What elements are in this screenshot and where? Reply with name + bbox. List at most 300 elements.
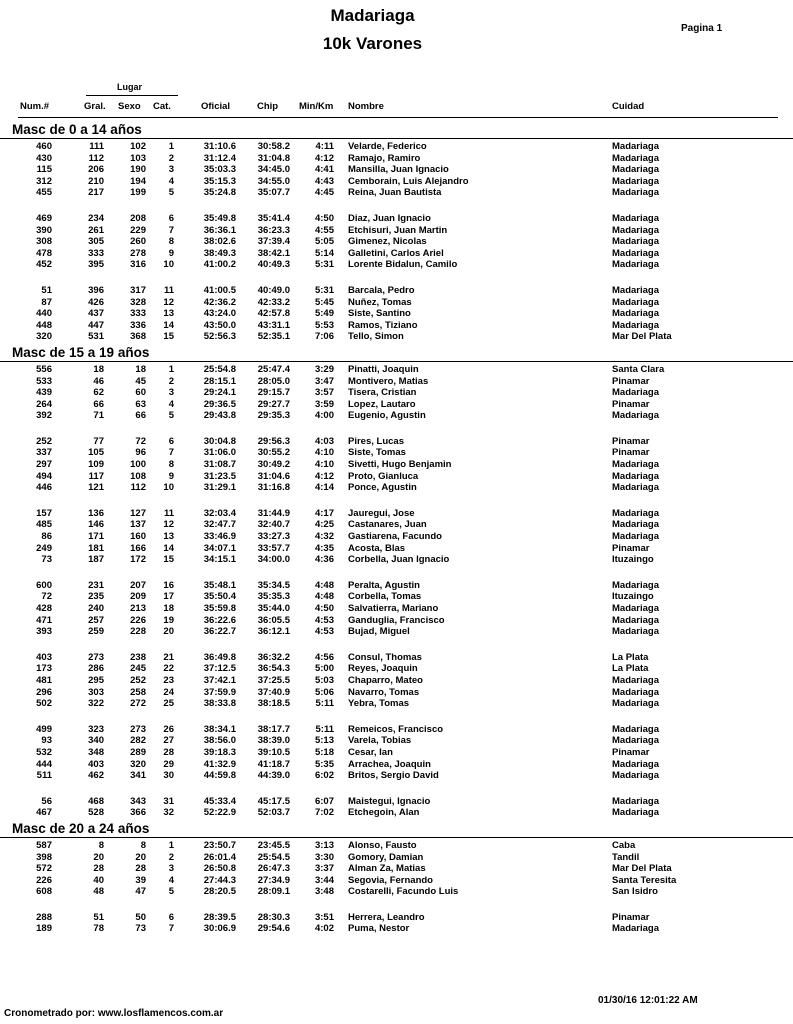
col-header-chip: Chip (257, 101, 279, 112)
cell-gral: 240 (88, 603, 104, 614)
cell-gral: 286 (88, 663, 104, 675)
cell-nombre: Remeicos, Francisco (348, 723, 444, 735)
cell-cat: 5 (168, 410, 174, 422)
cell-sexo: 238 (130, 651, 146, 663)
cell-num: 393 (36, 626, 52, 638)
table-row (0, 225, 793, 237)
cell-cat: 9 (168, 247, 174, 259)
table-row (0, 531, 793, 543)
cell-oficial: 35:49.8 (203, 212, 236, 224)
cell-sexo: 209 (130, 591, 146, 603)
cell-gral: 333 (88, 247, 104, 259)
cell-ciudad: Madariaga (612, 212, 659, 224)
cell-ciudad: Pinamar (612, 746, 650, 758)
cell-sexo: 258 (130, 686, 146, 698)
table-row (0, 248, 793, 260)
cell-gral: 18 (93, 363, 104, 375)
cell-ciudad: Madariaga (612, 507, 659, 519)
cell-nombre: Corbella, Tomas (348, 591, 422, 603)
cell-cat: 14 (163, 319, 174, 331)
cell-cat: 13 (163, 308, 174, 320)
cell-minkm: 4:02 (314, 923, 334, 935)
cell-num: 390 (36, 224, 52, 236)
cell-chip: 31:04.6 (257, 470, 290, 482)
cell-num: 56 (41, 795, 52, 807)
cell-sexo: 366 (130, 807, 146, 819)
cell-chip: 29:35.3 (257, 410, 290, 422)
cell-oficial: 38:33.8 (203, 698, 236, 710)
cell-sexo: 336 (130, 319, 146, 331)
cell-oficial: 33:46.9 (203, 531, 236, 543)
cell-cat: 3 (168, 863, 174, 875)
cell-cat: 18 (163, 603, 174, 614)
cell-minkm: 5:06 (314, 686, 334, 698)
cell-gral: 40 (93, 874, 104, 886)
cell-cat: 15 (163, 331, 174, 343)
cell-minkm: 3:59 (314, 398, 334, 410)
cell-chip: 41:18.7 (257, 758, 290, 770)
cell-num: 403 (36, 651, 52, 663)
table-row (0, 735, 793, 747)
cell-sexo: 245 (130, 663, 146, 675)
cell-cat: 1 (168, 363, 174, 375)
cell-num: 428 (36, 603, 52, 614)
cell-cat: 27 (163, 735, 174, 747)
cell-cat: 5 (168, 886, 174, 898)
lugar-underline (86, 95, 178, 96)
table-row (0, 591, 793, 603)
cell-cat: 6 (168, 212, 174, 224)
cell-minkm: 3:44 (314, 874, 334, 886)
cell-ciudad: Madariaga (612, 141, 659, 152)
table-row (0, 297, 793, 309)
cell-sexo: 289 (130, 746, 146, 758)
cell-cat: 4 (168, 874, 174, 886)
cell-ciudad: Madariaga (612, 470, 659, 482)
cell-ciudad: Pinamar (612, 911, 650, 923)
cell-nombre: Herrera, Leandro (348, 911, 425, 923)
cell-minkm: 4:53 (314, 626, 334, 638)
cell-oficial: 29:36.5 (203, 398, 236, 410)
cell-num: 72 (41, 591, 52, 603)
cell-oficial: 38:56.0 (203, 735, 236, 747)
print-timestamp: 01/30/16 12:01:22 AM (598, 995, 698, 1006)
cell-num: 460 (36, 141, 52, 152)
cell-gral: 111 (89, 141, 104, 152)
cell-nombre: Tisera, Cristian (348, 387, 417, 399)
table-row (0, 807, 793, 819)
cell-minkm: 5:03 (314, 674, 334, 686)
cell-cat: 14 (163, 542, 174, 554)
cell-cat: 6 (168, 911, 174, 923)
cell-nombre: Nuñez, Tomas (348, 296, 412, 308)
cell-oficial: 35:50.4 (203, 591, 236, 603)
cell-oficial: 27:44.3 (203, 874, 236, 886)
cell-minkm: 7:02 (314, 807, 334, 819)
table-row (0, 141, 793, 153)
cell-chip: 27:34.9 (257, 874, 290, 886)
cell-gral: 437 (88, 308, 104, 320)
cell-nombre: Lopez, Lautaro (348, 398, 416, 410)
cell-sexo: 127 (130, 507, 146, 519)
cell-ciudad: Madariaga (612, 795, 659, 807)
cell-chip: 43:31.1 (257, 319, 290, 331)
cell-oficial: 31:06.0 (203, 447, 236, 459)
cell-nombre: Alman Za, Matias (348, 863, 426, 875)
cell-minkm: 4:50 (314, 212, 334, 224)
cell-cat: 30 (163, 770, 174, 782)
cell-oficial: 43:24.0 (203, 308, 236, 320)
cell-gral: 303 (88, 686, 104, 698)
table-row (0, 308, 793, 320)
cell-gral: 528 (88, 807, 104, 819)
cell-sexo: 108 (130, 470, 146, 482)
cell-oficial: 43:50.0 (203, 319, 236, 331)
cell-chip: 40:49.0 (257, 284, 290, 296)
cell-minkm: 4:12 (314, 152, 334, 164)
cell-ciudad: Madariaga (612, 482, 659, 494)
cell-nombre: Gastiarena, Facundo (348, 531, 442, 543)
cell-num: 288 (36, 911, 52, 923)
cell-sexo: 96 (135, 447, 146, 459)
cell-sexo: 172 (130, 554, 146, 566)
cell-oficial: 42:36.2 (203, 296, 236, 308)
table-row (0, 698, 793, 710)
table-row (0, 875, 793, 887)
table-row (0, 770, 793, 782)
table-row (0, 459, 793, 471)
cell-minkm: 3:30 (314, 851, 334, 863)
cell-cat: 29 (163, 758, 174, 770)
cell-sexo: 316 (130, 259, 146, 271)
cell-oficial: 37:59.9 (203, 686, 236, 698)
cell-cat: 15 (163, 554, 174, 566)
cell-cat: 32 (163, 807, 174, 819)
cell-num: 86 (41, 531, 52, 543)
cell-minkm: 4:00 (314, 410, 334, 422)
cell-chip: 45:17.5 (257, 795, 290, 807)
cell-minkm: 4:03 (314, 435, 334, 447)
cell-sexo: 282 (130, 735, 146, 747)
cell-nombre: Barcala, Pedro (348, 284, 415, 296)
cell-gral: 66 (93, 398, 104, 410)
cell-num: 494 (36, 470, 52, 482)
cell-minkm: 3:51 (314, 911, 334, 923)
cell-oficial: 36:22.6 (203, 614, 236, 626)
cell-chip: 31:16.8 (257, 482, 290, 494)
cell-nombre: Galletini, Carlos Ariel (348, 247, 444, 259)
cell-minkm: 3:37 (314, 863, 334, 875)
table-row (0, 923, 793, 935)
cell-gral: 395 (88, 259, 104, 271)
cell-num: 444 (36, 758, 52, 770)
cell-sexo: 66 (135, 410, 146, 422)
cell-gral: 426 (88, 296, 104, 308)
cell-nombre: Lorente Bidalun, Camilo (348, 259, 458, 271)
cell-chip: 25:47.4 (257, 363, 290, 375)
cell-ciudad: Madariaga (612, 723, 659, 735)
cell-sexo: 368 (130, 331, 146, 343)
cell-num: 481 (36, 674, 52, 686)
cell-gral: 235 (88, 591, 104, 603)
cell-chip: 42:33.2 (257, 296, 290, 308)
cell-minkm: 3:13 (314, 839, 334, 851)
table-row (0, 603, 793, 615)
cell-num: 600 (36, 579, 52, 591)
cell-oficial: 37:42.1 (203, 674, 236, 686)
cell-oficial: 38:49.3 (203, 247, 236, 259)
cell-sexo: 50 (135, 911, 146, 923)
cell-num: 587 (36, 839, 52, 851)
cell-ciudad: Ituzaingo (612, 591, 654, 603)
table-row (0, 436, 793, 448)
cell-ciudad: Ituzaingo (612, 554, 654, 566)
cell-gral: 20 (93, 851, 104, 863)
cell-gral: 273 (88, 651, 104, 663)
cell-chip: 34:55.0 (257, 175, 290, 187)
cell-gral: 295 (88, 674, 104, 686)
cell-oficial: 32:47.7 (203, 519, 236, 531)
table-row (0, 663, 793, 675)
cell-sexo: 20 (135, 851, 146, 863)
cell-cat: 8 (168, 459, 174, 471)
table-row (0, 554, 793, 566)
cell-ciudad: Madariaga (612, 224, 659, 236)
category-title: Masc de 0 a 14 años (0, 121, 793, 139)
cell-oficial: 30:04.8 (203, 435, 236, 447)
header-divider (18, 117, 778, 118)
table-row (0, 519, 793, 531)
cell-ciudad: Pinamar (612, 398, 650, 410)
cell-minkm: 5:13 (314, 735, 334, 747)
cell-sexo: 73 (135, 923, 146, 935)
cell-oficial: 28:20.5 (203, 886, 236, 898)
cell-ciudad: Madariaga (612, 758, 659, 770)
cell-minkm: 4:25 (314, 519, 334, 531)
cell-ciudad: Madariaga (612, 770, 659, 782)
cell-sexo: 278 (130, 247, 146, 259)
cell-nombre: Salvatierra, Mariano (348, 603, 439, 614)
cell-gral: 462 (88, 770, 104, 782)
cell-gral: 403 (88, 758, 104, 770)
cell-num: 532 (36, 746, 52, 758)
cell-sexo: 72 (135, 435, 146, 447)
cell-chip: 29:56.3 (257, 435, 290, 447)
cell-nombre: Arrachea, Joaquin (348, 758, 431, 770)
cell-minkm: 5:14 (314, 247, 334, 259)
col-header-minkm: Min/Km (299, 101, 334, 112)
cell-gral: 305 (88, 236, 104, 248)
table-row (0, 675, 793, 687)
cell-minkm: 3:47 (314, 375, 334, 387)
cell-sexo: 28 (135, 863, 146, 875)
col-header-cat: Cat. (153, 101, 171, 112)
cell-oficial: 44:59.8 (203, 770, 236, 782)
cell-cat: 8 (168, 236, 174, 248)
cell-cat: 10 (163, 482, 174, 494)
cell-chip: 32:40.7 (257, 519, 290, 531)
category-title: Masc de 20 a 24 años (0, 820, 793, 838)
cell-oficial: 29:24.1 (203, 387, 236, 399)
cell-gral: 181 (88, 542, 104, 554)
cell-oficial: 41:32.9 (203, 758, 236, 770)
cell-oficial: 35:48.1 (203, 579, 236, 591)
cell-minkm: 4:55 (314, 224, 334, 236)
cell-ciudad: Madariaga (612, 519, 659, 531)
cell-minkm: 4:36 (314, 554, 334, 566)
cell-ciudad: Madariaga (612, 187, 659, 199)
cell-minkm: 7:06 (314, 331, 334, 343)
cell-gral: 531 (88, 331, 104, 343)
cell-minkm: 5:31 (314, 284, 334, 296)
cell-nombre: Corbella, Juan Ignacio (348, 554, 450, 566)
cell-oficial: 31:29.1 (203, 482, 236, 494)
cell-num: 446 (36, 482, 52, 494)
cell-cat: 20 (163, 626, 174, 638)
cell-ciudad: Madariaga (612, 236, 659, 248)
cell-minkm: 5:05 (314, 236, 334, 248)
cell-num: 485 (36, 519, 52, 531)
cell-sexo: 252 (130, 674, 146, 686)
col-header-gral: Gral. (84, 101, 106, 112)
cell-chip: 36:23.3 (257, 224, 290, 236)
cell-sexo: 272 (130, 698, 146, 710)
cell-chip: 30:55.2 (257, 447, 290, 459)
cell-num: 398 (36, 851, 52, 863)
cell-num: 572 (36, 863, 52, 875)
cell-nombre: Cemborain, Luis Alejandro (348, 175, 469, 187)
cell-sexo: 320 (130, 758, 146, 770)
cell-nombre: Mansilla, Juan Ignacio (348, 164, 449, 176)
cell-chip: 28:09.1 (257, 886, 290, 898)
col-header-nombre: Nombre (348, 101, 384, 112)
cell-oficial: 28:39.5 (203, 911, 236, 923)
cell-chip: 29:54.6 (257, 923, 290, 935)
cell-gral: 46 (93, 375, 104, 387)
cell-sexo: 273 (130, 723, 146, 735)
cell-gral: 468 (88, 795, 104, 807)
cell-ciudad: Mar Del Plata (612, 331, 672, 343)
cell-gral: 121 (88, 482, 104, 494)
cell-cat: 5 (168, 187, 174, 199)
cell-num: 252 (36, 435, 52, 447)
table-row (0, 863, 793, 875)
cell-num: 93 (41, 735, 52, 747)
cell-nombre: Cesar, Ian (348, 746, 393, 758)
timing-credit: Cronometrado por: www.losflamencos.com.ar (4, 1008, 224, 1019)
cell-ciudad: Pinamar (612, 435, 650, 447)
cell-oficial: 35:03.3 (203, 164, 236, 176)
table-row (0, 508, 793, 520)
cell-cat: 1 (168, 141, 174, 152)
cell-chip: 37:25.5 (257, 674, 290, 686)
table-row (0, 176, 793, 188)
cell-minkm: 5:18 (314, 746, 334, 758)
cell-minkm: 5:11 (315, 698, 334, 710)
cell-num: 448 (36, 319, 52, 331)
cell-oficial: 36:22.7 (203, 626, 236, 638)
cell-chip: 36:12.1 (257, 626, 290, 638)
cell-minkm: 5:45 (314, 296, 334, 308)
cell-num: 337 (36, 447, 52, 459)
page-subtitle: 10k Varones (322, 34, 423, 53)
cell-sexo: 341 (130, 770, 146, 782)
cell-chip: 35:35.3 (257, 591, 290, 603)
cell-gral: 231 (88, 579, 104, 591)
cell-ciudad: Santa Clara (612, 363, 665, 375)
table-row (0, 187, 793, 199)
cell-nombre: Siste, Santino (348, 308, 411, 320)
cell-oficial: 35:59.8 (203, 603, 236, 614)
cell-num: 320 (36, 331, 52, 343)
cell-chip: 30:58.2 (257, 141, 290, 152)
cell-nombre: Chaparro, Mateo (348, 674, 423, 686)
cell-num: 173 (36, 663, 52, 675)
cell-gral: 8 (98, 839, 104, 851)
cell-chip: 37:40.9 (257, 686, 290, 698)
cell-sexo: 228 (130, 626, 146, 638)
cell-chip: 34:45.0 (257, 164, 290, 176)
cell-oficial: 36:49.8 (203, 651, 236, 663)
cell-cat: 1 (168, 839, 174, 851)
cell-num: 296 (36, 686, 52, 698)
cell-ciudad: Santa Teresita (612, 874, 677, 886)
cell-oficial: 26:01.4 (203, 851, 236, 863)
cell-gral: 187 (88, 554, 104, 566)
cell-cat: 22 (163, 663, 174, 675)
cell-ciudad: Madariaga (612, 284, 659, 296)
cell-chip: 26:47.3 (257, 863, 290, 875)
cell-num: 87 (41, 296, 52, 308)
cell-sexo: 199 (130, 187, 146, 199)
cell-minkm: 4:32 (314, 531, 334, 543)
table-row (0, 153, 793, 165)
cell-num: 440 (36, 308, 52, 320)
category-title: Masc de 15 a 19 años (0, 344, 793, 362)
cell-chip: 25:54.5 (257, 851, 290, 863)
cell-cat: 25 (163, 698, 174, 710)
cell-sexo: 137 (130, 519, 146, 531)
cell-cat: 19 (163, 614, 174, 626)
cell-gral: 210 (88, 175, 104, 187)
cell-cat: 16 (163, 579, 174, 591)
table-row (0, 387, 793, 399)
cell-minkm: 4:11 (315, 141, 334, 152)
cell-cat: 2 (168, 152, 174, 164)
cell-gral: 62 (93, 387, 104, 399)
cell-minkm: 5:11 (315, 723, 334, 735)
cell-sexo: 8 (140, 839, 146, 851)
cell-sexo: 343 (130, 795, 146, 807)
table-row (0, 213, 793, 225)
cell-sexo: 160 (130, 531, 146, 543)
cell-nombre: Ramos, Tiziano (348, 319, 418, 331)
cell-ciudad: Madariaga (612, 579, 659, 591)
cell-cat: 31 (163, 795, 174, 807)
table-row (0, 852, 793, 864)
cell-oficial: 32:03.4 (203, 507, 236, 519)
cell-minkm: 5:31 (314, 259, 334, 271)
cell-chip: 40:49.3 (257, 259, 290, 271)
cell-oficial: 25:54.8 (203, 363, 236, 375)
cell-num: 392 (36, 410, 52, 422)
cell-sexo: 229 (130, 224, 146, 236)
cell-gral: 78 (93, 923, 104, 935)
cell-ciudad: La Plata (612, 651, 649, 663)
cell-nombre: Costarelli, Facundo Luis (348, 886, 459, 898)
cell-oficial: 35:24.8 (203, 187, 236, 199)
cell-ciudad: Madariaga (612, 686, 659, 698)
